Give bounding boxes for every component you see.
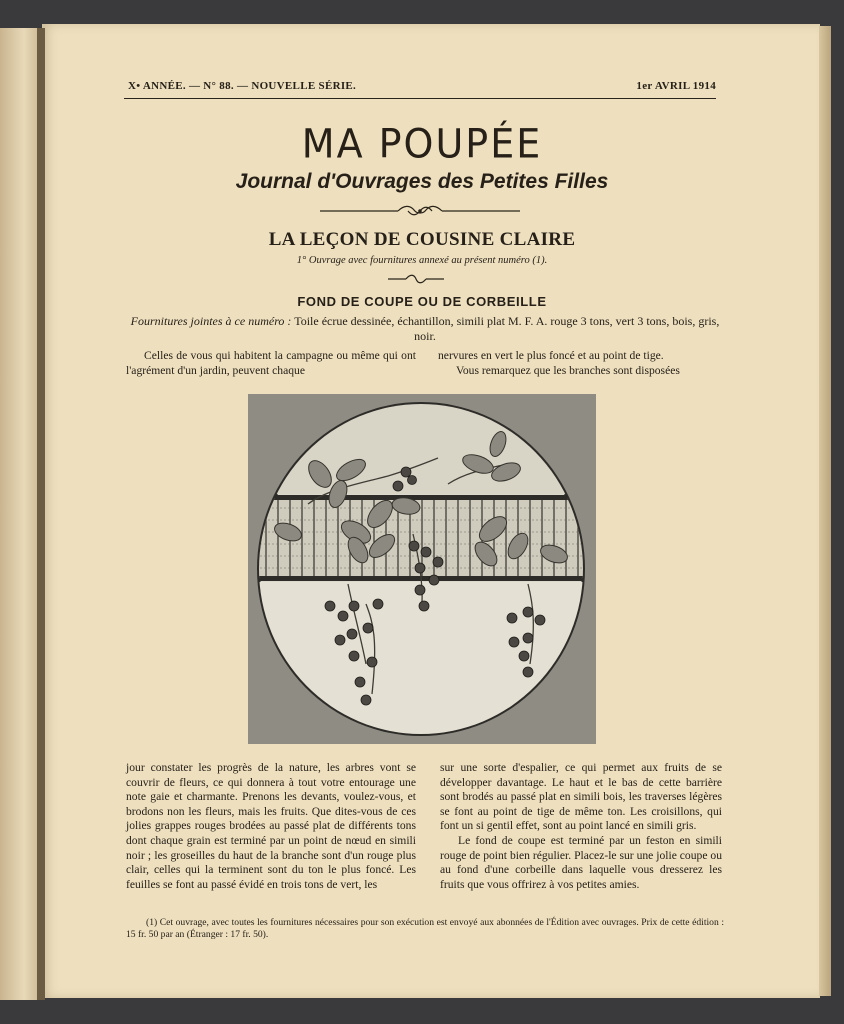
column-2-intro: [438, 349, 720, 378]
section-title: FOND DE COUPE OU DE CORBEILLE: [297, 294, 547, 309]
body-paragraph: nervures en vert le plus foncé et au point de tige.: [438, 349, 664, 362]
issue-info: X• ANNÉE. — N° 88. — NOUVELLE SÉRIE.: [128, 80, 357, 92]
lesson-title: LA LEÇON DE COUSINE CLAIRE: [268, 229, 576, 250]
supplies-label: Fournitures jointes à ce numéro :: [130, 314, 292, 328]
masthead-subtitle: Journal d'Ouvrages des Petites Filles: [235, 170, 609, 193]
lesson-subtitle: 1° Ouvrage avec fournitures annexé au présent numéro (1).: [296, 255, 548, 266]
supplies-text: Toile écrue dessinée, échantillon, simili plat M. F. A. rouge 3 tons, vert 3 tons, bois, gris, noir.: [291, 314, 720, 343]
issue-date: 1er AVRIL 1914: [636, 80, 716, 92]
footnote: [126, 917, 724, 941]
small-ornament: [388, 273, 444, 285]
footnote-text: (1) Cet ouvrage, avec toutes les fournitures nécessaires pour son exécution est envoyé aux abonnées de l'Édition avec ouvrages. Prix de cette édition : 15 fr. 50 par an (Étranger : 17 fr. 50).: [126, 917, 724, 940]
masthead-title: MA POUPÉE: [301, 120, 543, 168]
column-2-body: [440, 761, 722, 892]
supplies-paragraph: [130, 314, 720, 344]
body-paragraph: Vous remarquez que les branches sont disposées: [456, 363, 680, 377]
column-1-body: [126, 761, 416, 892]
column-1-intro: [126, 349, 416, 378]
header-rule: [124, 98, 716, 99]
body-paragraph: Celles de vous qui habitent la campagne ou même qui ont l'agrément d'un jardin, peuvent chaque: [126, 349, 416, 377]
body-paragraph: jour constater les progrès de la nature, les arbres vont se couvrir de fleurs, ce qui donnera à tout votre entourage une note gaie et charmante. Prenons les devants, voulez-vous, et brodons non les fleurs, mais les fruits. Que dites-vous de ces jolies grappes rouges brodées au passé plat de différents tons dont chaque grain est terminé par un point de nœud en simili noir ; les groseilles du haut de la branche sont d'un rouge plus clair, celles qui la terminent sont du ton le plus foncé. Les feuilles se font au passé évidé en trois tons de vert, les: [126, 761, 416, 891]
body-paragraph: sur une sorte d'espalier, ce qui permet aux fruits de se développer davantage. Le haut et le bas de cette barrière sont brodés au passé plat en simili bois, les traverses légères se font au point de tige de même ton. Les croisillons, qui font un si gentil effet, sont au point lancé en simili gris.: [440, 761, 722, 833]
body-paragraph: Le fond de coupe est terminé par un feston en simili rouge de point bien régulier. Placez-le sur une jolie coupe ou au fond d'une corbeille dans laquelle vous dresserez les fruits que vous offrirez à vos petites amies.: [440, 833, 722, 891]
flourish-ornament: [320, 204, 520, 218]
embroidery-photo: [248, 394, 596, 744]
